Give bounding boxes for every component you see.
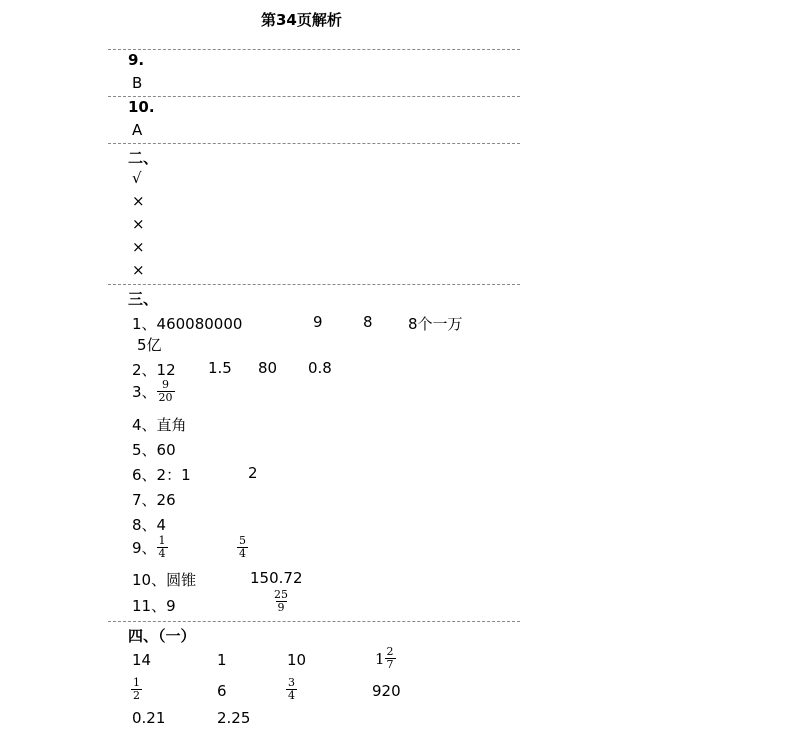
divider [108, 143, 520, 144]
s4-row1-mixed-number [375, 646, 396, 671]
section-2-answer-3: × [132, 215, 145, 233]
s3-line9 [132, 535, 168, 560]
question-10-answer: A [132, 121, 143, 139]
section-4-label: 四、（一） [128, 627, 196, 645]
fraction-denominator: 20 [158, 391, 173, 404]
section-2-answer-2: × [132, 192, 145, 210]
s3-line11-answer-a: 11、9 [132, 597, 176, 615]
s4-row2-fraction-2 [286, 677, 297, 702]
fraction-denominator: 4 [158, 547, 166, 560]
s4-row1-answer-c: 10 [287, 651, 307, 669]
s3-line11-fraction [272, 589, 290, 614]
s3-line10-answer-b: 150.72 [250, 569, 303, 587]
fraction-numerator: 3 [288, 676, 295, 689]
fraction-denominator: 7 [386, 658, 394, 671]
section-2-answer-5: × [132, 261, 145, 279]
fraction [385, 646, 396, 671]
s3-line3 [132, 379, 175, 404]
s4-row2-answer-b: 6 [217, 682, 227, 700]
fraction-denominator: 4 [288, 689, 295, 702]
s3-line4: 4、直角 [132, 416, 187, 434]
divider [108, 49, 520, 50]
s3-line2-answer-b: 1.5 [208, 359, 232, 377]
fraction-numerator: 1 [133, 676, 140, 689]
section-2-answer-1: √ [132, 169, 142, 187]
question-10-label: 10. [128, 98, 155, 116]
s3-line8: 8、4 [132, 516, 167, 534]
s4-row1-answer-a: 14 [132, 651, 152, 669]
fraction-denominator: 2 [133, 689, 140, 702]
s3-line6-answer-b: 2 [248, 464, 258, 482]
s4-row3-answer-a: 0.21 [132, 709, 166, 727]
page-title: 第34页解析 [261, 11, 342, 29]
s3-line1-answer-e: 5亿 [137, 336, 162, 354]
s3-line1-answer-b: 9 [313, 313, 323, 331]
fraction-numerator: 1 [158, 534, 166, 547]
fraction-numerator: 2 [386, 645, 394, 658]
s3-line5: 5、60 [132, 441, 176, 459]
section-3-label: 三、 [128, 290, 159, 308]
s3-line1-answer-c: 8 [363, 313, 373, 331]
s3-line2-answer-d: 0.8 [308, 359, 332, 377]
fraction [237, 535, 248, 560]
fraction [131, 677, 142, 702]
s3-line9-prefix: 9、 [132, 539, 157, 557]
s3-line7: 7、26 [132, 491, 176, 509]
divider [108, 96, 520, 97]
s3-line10-answer-a: 10、圆锥 [132, 571, 197, 589]
fraction-numerator: 25 [274, 588, 288, 601]
s3-line1-answer-a: 1、460080000 [132, 315, 243, 333]
fraction [272, 589, 290, 614]
fraction [157, 535, 168, 560]
section-2-label: 二、 [128, 149, 159, 167]
s3-line1-answer-d: 8个一万 [408, 315, 463, 333]
s3-line2-answer-c: 80 [258, 359, 278, 377]
s3-line3-prefix: 3、 [132, 383, 157, 401]
s4-row1-answer-b: 1 [217, 651, 227, 669]
fraction [286, 677, 297, 702]
divider [108, 284, 520, 285]
question-9-label: 9. [128, 51, 145, 69]
fraction-numerator: 9 [162, 378, 170, 391]
s4-row2-fraction-1 [131, 677, 142, 702]
s3-line2-answer-a: 2、12 [132, 361, 176, 379]
fraction-numerator: 5 [239, 534, 246, 547]
mixed-whole: 1 [375, 649, 385, 668]
s4-row3-answer-b: 2.25 [217, 709, 251, 727]
fraction-denominator: 9 [277, 601, 285, 614]
divider [108, 621, 520, 622]
s4-row2-answer-d: 920 [372, 682, 401, 700]
fraction-denominator: 4 [239, 547, 246, 560]
s3-line9-fraction-2 [237, 535, 248, 560]
s3-line6-answer-a: 6、2：1 [132, 466, 191, 484]
fraction [157, 379, 175, 404]
section-2-answer-4: × [132, 238, 145, 256]
question-9-answer: B [132, 74, 143, 92]
